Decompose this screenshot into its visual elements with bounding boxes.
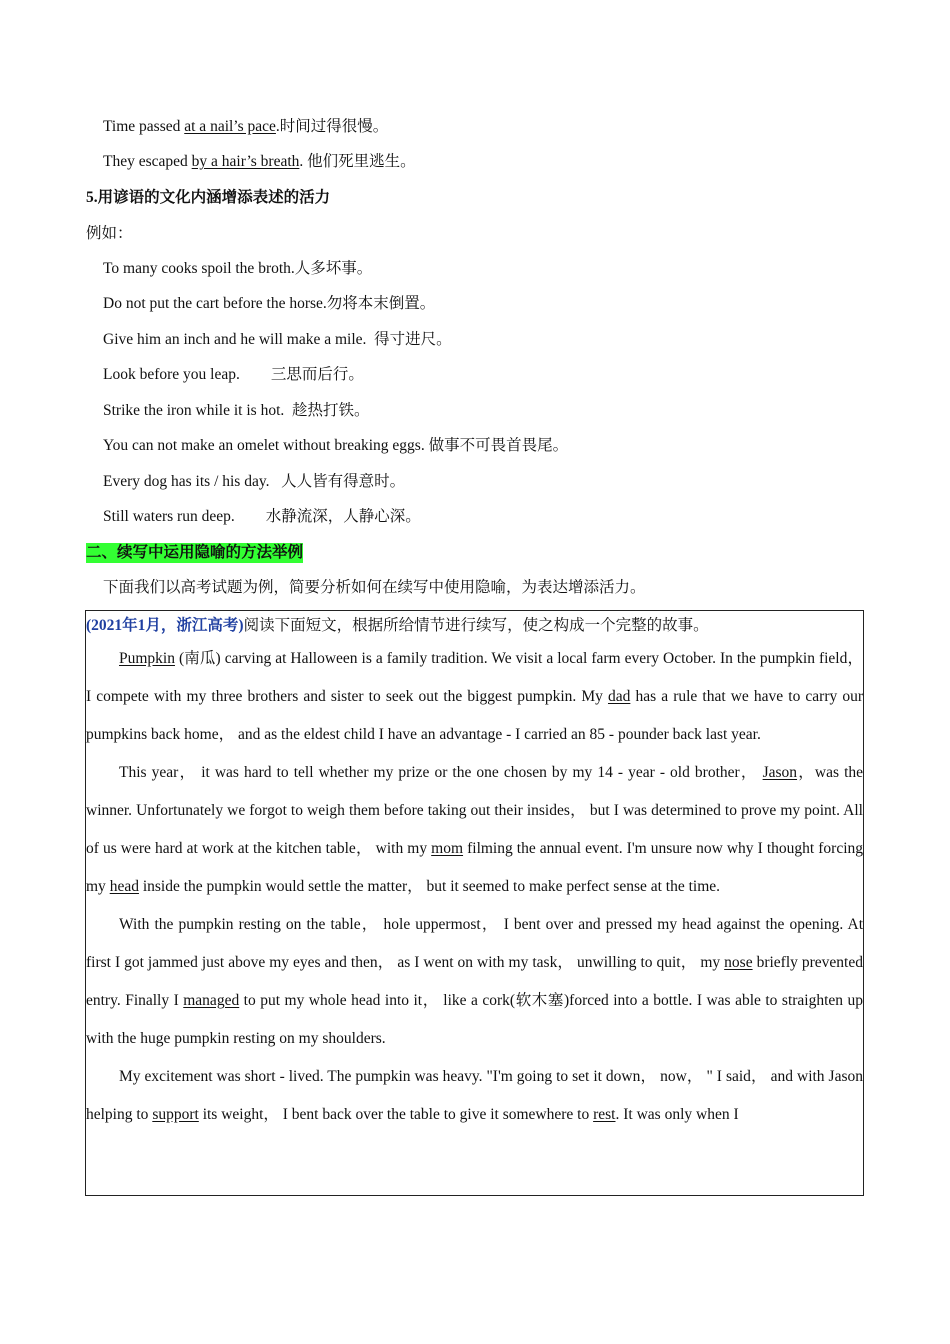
proverb-line: Every dog has its / his day. 人人皆有得意时。 [103, 473, 406, 490]
proverb-line: You can not make an omelet without breaking eggs. 做事不可畏首畏尾。 [103, 437, 569, 454]
proverb-line: To many cooks spoil the broth.人多坏事。 [103, 260, 373, 277]
paragraph-text: briefly prevented entry. Finally I [86, 954, 863, 1009]
idiom-translation: . 他们死里逃生。 [299, 153, 416, 170]
proverb-line: Do not put the cart before the horse.勿将本末倒置。 [103, 295, 436, 312]
passage-paragraph-3 [86, 906, 863, 1058]
underlined-idiom: by a hair’s breath [191, 153, 300, 170]
instruction-text: 阅读下面短文，根据所给情节进行续写，使之构成一个完整的故事。 [243, 617, 709, 634]
paragraph-text: My excitement was short - lived. The pumpkin was heavy. "I'm going to set it down， now， " I said， and with Jason helping to [86, 1068, 863, 1123]
passage-instruction [86, 612, 863, 640]
underlined-word: nose [724, 954, 753, 971]
proverb-line: Look before you leap. 三思而后行。 [103, 366, 364, 383]
exam-source: (2021年1月，浙江高考) [86, 617, 244, 634]
underlined-idiom: at a nail’s pace [184, 118, 276, 135]
proverb-line: Still waters run deep. 水静流深，人静心深。 [103, 508, 421, 525]
paragraph-text: has a rule that we have to carry our pumpkins back home， and as the eldest child I have an advantage - I carried an 85 - pounder back last year. [86, 688, 864, 743]
section-5-heading: 5.用谚语的文化内涵增添表述的活力 [86, 189, 331, 206]
proverb-line: Strike the iron while it is hot. 趁热打铁。 [103, 402, 370, 419]
underlined-word: rest [593, 1106, 616, 1123]
paragraph-text: to put my whole head into it， like a cork(软木塞)forced into a bottle. I was able to straighten up with the huge pumpkin resting on my shoulders. [86, 992, 864, 1047]
section-2-heading: 二、续写中运用隐喻的方法举例 [86, 544, 304, 561]
underlined-word: managed [183, 992, 240, 1009]
idiom-line-1 [103, 117, 388, 137]
paragraph-text: (南瓜) carving at Halloween is a family tradition. We visit a local farm every October. In the pumpkin field， I compete with my three brothers and sister to seek out the biggest pumpkin. My [86, 650, 863, 705]
paragraph-text: ，was the winner. Unfortunately we forgot to weigh them before taking out their insides， but I was determined to prove my point. All of us were hard at work at the kitchen table， with my [86, 764, 863, 857]
passage-paragraph-2 [86, 754, 863, 906]
passage-paragraph-1 [86, 640, 863, 754]
idiom-translation: .时间过得很慢。 [275, 118, 389, 135]
passage-box [85, 610, 864, 1196]
underlined-word: mom [431, 840, 464, 857]
proverb-line: Give him an inch and he will make a mile. 得寸进尺。 [103, 331, 452, 348]
underlined-word: head [109, 878, 139, 895]
paragraph-text: . It was only when I [615, 1106, 739, 1123]
section-5-intro: 例如： [86, 225, 133, 242]
passage-paragraph-4 [86, 1058, 863, 1134]
underlined-word: Pumpkin [119, 650, 175, 667]
section-2-intro: 下面我们以高考试题为例，简要分析如何在续写中使用隐喻，为表达增添活力。 [103, 579, 646, 596]
idiom-line-2 [103, 152, 416, 172]
underlined-word: dad [607, 688, 631, 705]
underlined-word: Jason [762, 764, 798, 781]
underlined-word: support [152, 1106, 199, 1123]
paragraph-text: its weight， I bent back over the table to give it somewhere to [198, 1106, 594, 1123]
idiom-text: Time passed [103, 118, 185, 135]
paragraph-text: filming the annual event. I'm unsure now why I thought forcing my [86, 840, 864, 895]
paragraph-text: With the pumpkin resting on the table， hole uppermost， I bent over and pressed my head against the opening. At first I got jammed just above my eyes and then， as I went on with my task， unwilling to quit， my [86, 916, 863, 971]
paragraph-text: inside the pumpkin would settle the matter， but it seemed to make perfect sense at the time. [138, 878, 721, 895]
paragraph-text: This year， it was hard to tell whether my prize or the one chosen by my 14 - year - old brother， [119, 764, 763, 781]
idiom-text: They escaped [103, 153, 192, 170]
